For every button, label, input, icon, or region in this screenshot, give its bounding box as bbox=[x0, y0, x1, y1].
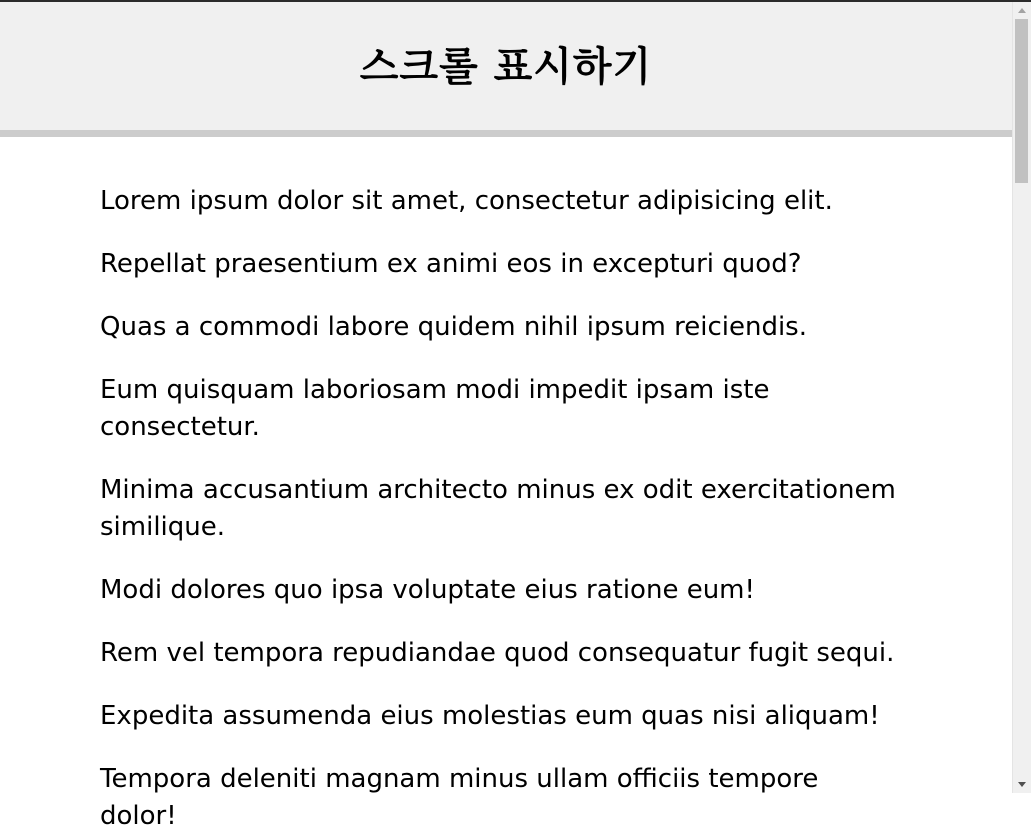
scroll-down-arrow-icon[interactable] bbox=[1018, 782, 1026, 787]
paragraph: Lorem ipsum dolor sit amet, consectetur adipisicing elit. bbox=[100, 186, 833, 216]
paragraph: Quas a commodi labore quidem nihil ipsum reiciendis. bbox=[100, 312, 807, 342]
paragraph: Repellat praesentium ex animi eos in excepturi quod? bbox=[100, 249, 802, 279]
paragraph: Tempora deleniti magnam minus ullam officiis tempore dolor! bbox=[100, 764, 819, 831]
paragraph: Expedita assumenda eius molestias eum quas nisi aliquam! bbox=[100, 701, 880, 731]
vertical-scrollbar[interactable] bbox=[1012, 2, 1031, 793]
paragraph: Eum quisquam laboriosam modi impedit ipsam iste consectetur. bbox=[100, 375, 770, 442]
paragraph: Minima accusantium architecto minus ex odit exercitationem similique. bbox=[100, 475, 896, 542]
scrollbar-thumb[interactable] bbox=[1015, 19, 1028, 183]
page-header bbox=[0, 2, 1012, 137]
scroll-up-arrow-icon[interactable] bbox=[1018, 8, 1026, 13]
scroll-content[interactable] bbox=[100, 137, 900, 831]
page-title: 스크롤 표시하기 bbox=[359, 43, 653, 90]
paragraph: Modi dolores quo ipsa voluptate eius ratione eum! bbox=[100, 575, 755, 605]
paragraph: Rem vel tempora repudiandae quod consequatur fugit sequi. bbox=[100, 638, 895, 668]
